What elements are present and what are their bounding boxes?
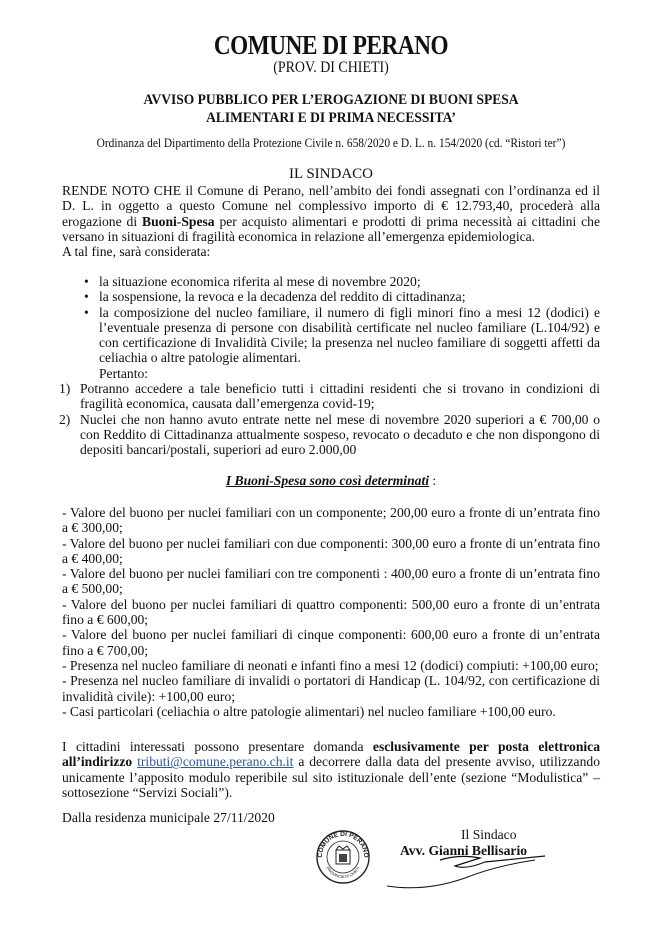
notice-heading: [33, 91, 629, 127]
list-number: 2): [59, 411, 71, 427]
signature-role: Il Sindaco: [461, 827, 517, 842]
notice-heading-line2: ALIMENTARI E DI PRIMA NECESSITA’: [206, 110, 456, 126]
municipal-seal-icon: [315, 829, 371, 885]
pertanto-label: Pertanto:: [99, 366, 149, 381]
province-subtitle: (PROV. DI CHIETI): [273, 59, 389, 76]
handwritten-signature-icon: [385, 848, 565, 893]
notice-heading-line1: AVVISO PUBBLICO PER L’EROGAZIONE DI BUONI SPESA: [143, 92, 519, 108]
closing-bold: esclusivamente per posta elettronica all’indirizzo: [62, 739, 600, 770]
closing-paragraph: I cittadini interessati possono presentare domanda esclusivamente per posta elettronica all’indirizzo tributi@comune.perano.ch.it a decorrere dalla data del presente avviso, utilizzando unicamente l’apposito modulo reperibile sul sito istituzionale dell’ente (sezione “Modulistica” – sottosezione “Servizi Sociali”).: [62, 739, 600, 800]
date-line: Dalla residenza municipale 27/11/2020: [62, 810, 275, 825]
email-link[interactable]: tributi@comune.perano.ch.it: [137, 754, 294, 770]
list-item: 1) Potranno accedere a tale beneficio tutti i cittadini residenti che si trovano in condizioni di fragilità economica, causata dall’emergenza covid-19;: [59, 381, 600, 412]
intro-paragraph: [62, 183, 600, 259]
eligibility-list: [59, 381, 600, 457]
voucher-values-list: [62, 505, 600, 719]
list-item: - Valore del buono per nuclei familiari di cinque componenti: 600,00 euro a fronte di un’entrata fino a € 700,00;: [62, 627, 600, 658]
bullet-icon: •: [84, 289, 89, 305]
list-item: - Presenza nel nucleo familiare di invalidi o portatori di Handicap (L. 104/92, con certificazione di invalidità civile): +100,00 euro;: [62, 673, 600, 704]
list-item: - Presenza nel nucleo familiare di neonati e infanti fino a mesi 12 (dodici) compiuti: +100,00 euro;: [62, 657, 599, 673]
list-item: • la sospensione, la revoca e la decadenza del reddito di cittadinanza;: [84, 289, 466, 305]
signature-name: Avv. Gianni Bellisario: [400, 843, 528, 858]
sindaco-heading: IL SINDACO: [288, 166, 374, 182]
list-item: - Valore del buono per nuclei familiari con tre componenti : 400,00 euro a fronte di un’entrata fino a € 500,00;: [62, 566, 600, 597]
ordinanza-reference: Ordinanza del Dipartimento della Protezione Civile n. 658/2020 e D. L. n. 154/2020 (cd. “Ristori ter”): [96, 136, 566, 150]
svg-text:COMUNE DI PERANO: COMUNE DI PERANO: [316, 830, 370, 858]
bullet-icon: •: [84, 304, 89, 320]
list-item: 2) Nuclei che non hanno avuto entrate nette nel mese di novembre 2020 superiori a € 700,00 o con Reddito di Cittadinanza attualmente sospeso, revocato o decaduto e che non dispongono di depositi bancari/postali, superiori ad euro 2.000,00: [59, 411, 600, 458]
list-number: 1): [59, 381, 71, 396]
list-item: - Casi particolari (celiachia o altre patologie alimentari) nel nucleo familiare +100,00 euro.: [62, 703, 556, 719]
page-title: COMUNE DI PERANO: [213, 30, 449, 60]
determinati-heading: I Buoni-Spesa sono così determinati :: [225, 473, 437, 488]
list-item: - Valore del buono per nuclei familiari con un componente; 200,00 euro a fronte di un’entrata fino a € 300,00;: [62, 505, 600, 536]
list-item: - Valore del buono per nuclei familiari di quattro componenti: 500,00 euro a fronte di un’entrata fino a € 600,00;: [62, 596, 600, 628]
list-item: • la situazione economica riferita al mese di novembre 2020;: [84, 274, 421, 289]
list-item: • la composizione del nucleo familiare, il numero di figli minori fino a mesi 12 (dodici) e l’eventuale presenza di persone con disabilità certificate nel nucleo familiare (L.104/92) e con certificazione di Invalidità Civile; la presenza nel nucleo familiare di soggetti affetti da celiachia o altre patologie alimentari.: [84, 304, 600, 366]
bullet-icon: •: [84, 274, 89, 289]
svg-text:PROVINCIA DI CHIETI: PROVINCIA DI CHIETI: [325, 865, 361, 880]
intro-bold-term: Buoni-Spesa: [142, 213, 215, 229]
considerata-line: A tal fine, sarà considerata:: [62, 244, 211, 260]
intro-text-1: RENDE NOTO CHE il Comune di Perano, nell’ambito dei fondi assegnati con l’ordinanza ed il D. L. in oggetto a questo Comune nel complessivo importo di € 12.793,40, procederà alla erogazione di: [62, 183, 600, 229]
determinati-title: I Buoni-Spesa sono così determinati: [225, 473, 429, 488]
list-item: - Valore del buono per nuclei familiari con due componenti: 300,00 euro a fronte di un’entrata fino a € 400,00;: [62, 535, 600, 566]
intro-text-2: per acquisto alimentari e prodotti di prima necessità ai cittadini che versano in situazioni di fragilità economica in relazione all’emergenza epidemiologica.: [62, 213, 600, 244]
criteria-list: [62, 274, 600, 366]
